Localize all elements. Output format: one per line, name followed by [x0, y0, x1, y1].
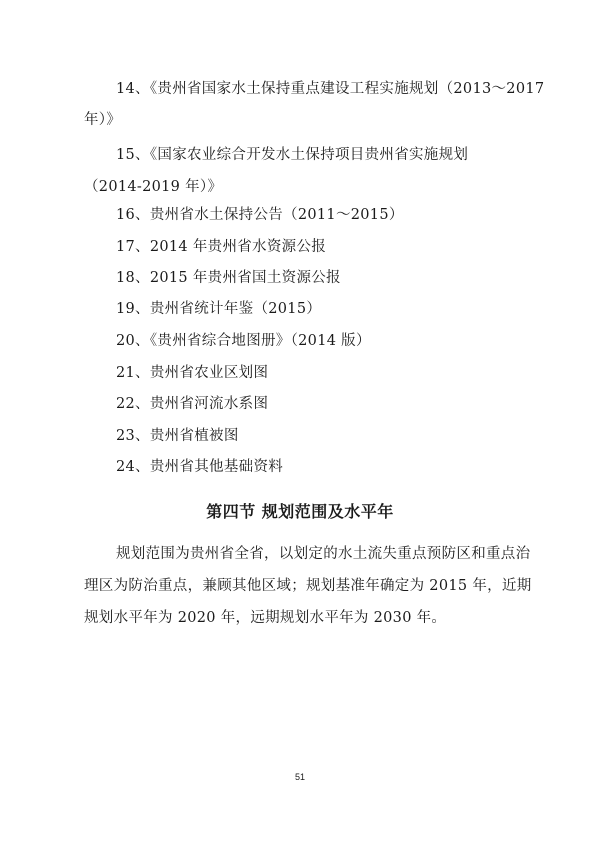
paragraph-line-2: 理区为防治重点，兼顾其他区域；规划基准年确定为 2015 年，近期: [84, 578, 532, 594]
paragraph-line-3: 规划水平年为 2020 年，远期规划水平年为 2030 年。: [84, 610, 447, 626]
reference-item-19: 19、贵州省统计年鉴（2015）: [116, 301, 322, 317]
reference-item-18: 18、2015 年贵州省国土资源公报: [116, 270, 341, 286]
reference-item-15-line-2: （2014-2019 年）》: [84, 179, 223, 195]
reference-item-15-line-1: 15、《国家农业综合开发水土保持项目贵州省实施规划: [116, 147, 469, 163]
section-heading: 第四节 规划范围及水平年: [206, 502, 394, 521]
reference-item-23: 23、贵州省植被图: [116, 428, 239, 444]
paragraph-line-1: 规划范围为贵州省全省，以划定的水土流失重点预防区和重点治: [116, 546, 531, 562]
reference-item-21: 21、贵州省农业区划图: [116, 365, 269, 381]
reference-item-17: 17、2014 年贵州省水资源公报: [116, 239, 327, 255]
reference-item-14-line-1: 14、《贵州省国家水土保持重点建设工程实施规划（2013～2017: [116, 81, 545, 97]
page-number: 51: [294, 772, 305, 782]
reference-item-16: 16、贵州省水土保持公告（2011～2015）: [116, 207, 404, 223]
reference-item-14-line-2: 年）》: [84, 112, 122, 128]
reference-item-24: 24、贵州省其他基础资料: [116, 459, 284, 475]
reference-item-22: 22、贵州省河流水系图: [116, 396, 269, 412]
reference-item-20: 20、《贵州省综合地图册》（2014 版）: [116, 333, 371, 349]
